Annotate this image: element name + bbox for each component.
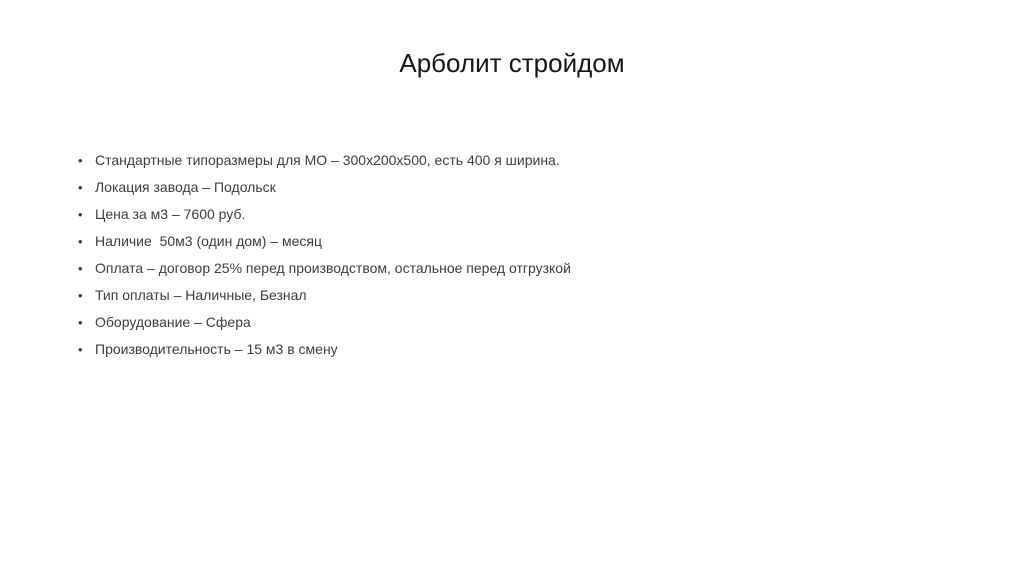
list-item — [78, 174, 958, 201]
bullet-text: Оборудование – Сфера — [95, 314, 251, 330]
bullet-text: Стандартные типоразмеры для МО – 300х200х500, есть 400 я ширина. — [95, 152, 560, 168]
list-item — [78, 201, 958, 228]
list-item — [78, 147, 958, 174]
bullet-dot: • — [78, 342, 83, 357]
list-item — [78, 228, 958, 255]
list-item — [78, 255, 958, 282]
bullet-dot: • — [78, 288, 83, 303]
list-item — [78, 282, 958, 309]
list-item — [78, 336, 958, 363]
bullet-text: Локация завода – Подольск — [95, 179, 276, 195]
bullet-dot: • — [78, 153, 83, 168]
bullet-dot: • — [78, 207, 83, 222]
bullet-text: Тип оплаты – Наличные, Безнал — [95, 287, 307, 303]
list-item — [78, 309, 958, 336]
bullet-text: Производительность – 15 м3 в смену — [95, 341, 338, 357]
bullet-dot: • — [78, 234, 83, 249]
bullet-list — [78, 147, 958, 363]
bullet-text: Наличие 50м3 (один дом) – месяц — [95, 233, 323, 249]
bullet-dot: • — [78, 261, 83, 276]
bullet-dot: • — [78, 180, 83, 195]
bullet-text: Цена за м3 – 7600 руб. — [95, 206, 246, 222]
bullet-text: Оплата – договор 25% перед производством, остальное перед отгрузкой — [95, 260, 571, 276]
slide-title: Арболит стройдом — [399, 48, 625, 78]
bullet-dot: • — [78, 315, 83, 330]
